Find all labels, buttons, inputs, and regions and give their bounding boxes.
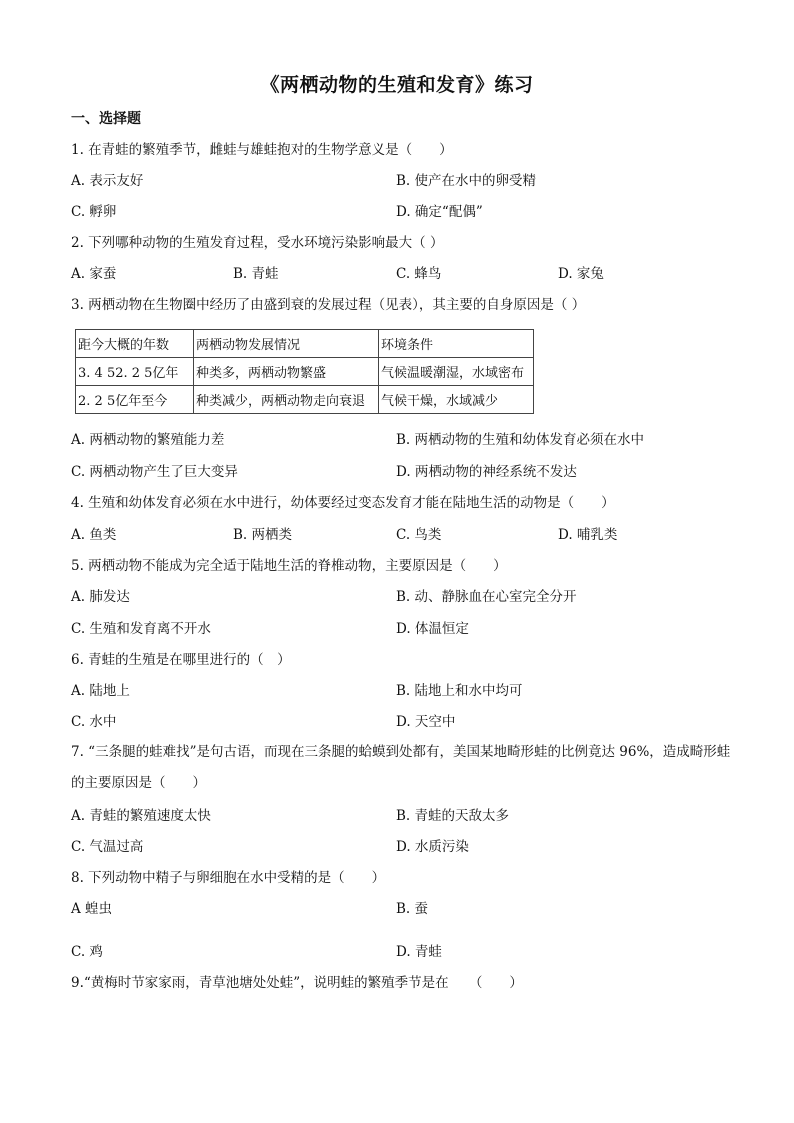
question-3-option-b[interactable]: B. 两栖动物的生殖和幼体发育必须在水中 [396, 432, 645, 448]
question-6-option-a[interactable]: A. 陆地上 [71, 683, 130, 699]
question-1-option-b[interactable]: B. 使产在水中的卵受精 [396, 173, 537, 189]
question-8-stem: 8. 下列动物中精子与卵细胞在水中受精的是（ ） [71, 870, 386, 886]
question-5-stem: 5. 两栖动物不能成为完全适于陆地生活的脊椎动物，主要原因是（ ） [71, 558, 507, 574]
question-6-option-d[interactable]: D. 天空中 [396, 714, 456, 730]
question-2-option-b[interactable]: B. 青蛙 [233, 266, 279, 282]
question-8-option-d[interactable]: D. 青蛙 [396, 944, 442, 960]
table-cell: 3. 4 52. 2 5亿年 [76, 358, 194, 386]
table-row [76, 358, 534, 386]
table-cell: 2. 2 5亿年至今 [76, 386, 194, 414]
question-2-option-a[interactable]: A. 家蚕 [71, 266, 117, 282]
question-4-option-c[interactable]: C. 鸟类 [396, 527, 442, 543]
question-4-option-b[interactable]: B. 两栖类 [233, 527, 293, 543]
question-7-option-a[interactable]: A. 青蛙的繁殖速度太快 [71, 808, 211, 824]
question-4-option-d[interactable]: D. 哺乳类 [558, 527, 618, 543]
table-header-row [76, 330, 534, 358]
table-cell: 气候温暖潮湿，水域密布 [379, 358, 534, 386]
question-4-stem: 4. 生殖和幼体发育必须在水中进行，幼体要经过变态发育才能在陆地生活的动物是（ ） [71, 495, 615, 511]
table-cell: 气候干燥，水域减少 [379, 386, 534, 414]
question-1-option-a[interactable]: A. 表示友好 [71, 173, 144, 189]
table-cell: 种类多，两栖动物繁盛 [194, 358, 379, 386]
question-5-option-a[interactable]: A. 肺发达 [71, 589, 130, 605]
question-7-option-c[interactable]: C. 气温过高 [71, 839, 144, 855]
question-6-option-c[interactable]: C. 水中 [71, 714, 117, 730]
question-8-option-b[interactable]: B. 蚕 [396, 901, 429, 917]
question-7-stem: 7. “三条腿的蛙难找”是句古语，而现在三条腿的蛤蟆到处都有，美国某地畸形蛙的比例竟达 96%，造成畸形蛙的主要原因是（ ） [71, 744, 731, 791]
page-title: 《两栖动物的生殖和发育》练习 [260, 74, 534, 96]
question-3-stem: 3. 两栖动物在生物圈中经历了由盛到衰的发展过程（见表），其主要的自身原因是（ ） [71, 297, 586, 313]
question-5-option-c[interactable]: C. 生殖和发育离不开水 [71, 621, 211, 637]
question-2-option-d[interactable]: D. 家兔 [558, 266, 604, 282]
question-3-option-a[interactable]: A. 两栖动物的繁殖能力差 [71, 432, 225, 448]
question-8-option-c[interactable]: C. 鸡 [71, 944, 103, 960]
table-header-cell: 距今大概的年数 [76, 330, 194, 358]
table-cell: 种类减少，两栖动物走向衰退 [194, 386, 379, 414]
question-4-option-a[interactable]: A. 鱼类 [71, 527, 117, 543]
question-7-option-d[interactable]: D. 水质污染 [396, 839, 469, 855]
question-1-option-d[interactable]: D. 确定“配偶” [396, 204, 483, 220]
question-8-option-a[interactable]: A 蝗虫 [71, 901, 113, 917]
question-2-option-c[interactable]: C. 蜂鸟 [396, 266, 442, 282]
table-row [76, 386, 534, 414]
question-1-option-c[interactable]: C. 孵卵 [71, 204, 117, 220]
question-9-stem: 9.“黄梅时节家家雨，青草池塘处处蛙”，说明蛙的繁殖季节是在 （ ） [71, 975, 523, 991]
amphibian-history-table [75, 329, 534, 414]
question-3-option-c[interactable]: C. 两栖动物产生了巨大变异 [71, 464, 238, 480]
question-2-stem: 2. 下列哪种动物的生殖发育过程，受水环境污染影响最大（ ） [71, 235, 444, 251]
question-5-option-b[interactable]: B. 动、静脉血在心室完全分开 [396, 589, 577, 605]
section-heading: 一、选择题 [71, 111, 141, 127]
question-6-option-b[interactable]: B. 陆地上和水中均可 [396, 683, 523, 699]
table-header-cell: 环境条件 [379, 330, 534, 358]
question-5-option-d[interactable]: D. 体温恒定 [396, 621, 469, 637]
question-1-stem: 1. 在青蛙的繁殖季节，雌蛙与雄蛙抱对的生物学意义是（ ） [71, 142, 453, 158]
question-7-option-b[interactable]: B. 青蛙的天敌太多 [396, 808, 510, 824]
table-header-cell: 两栖动物发展情况 [194, 330, 379, 358]
question-3-option-d[interactable]: D. 两栖动物的神经系统不发达 [396, 464, 577, 480]
question-6-stem: 6. 青蛙的生殖是在哪里进行的（ ） [71, 652, 291, 668]
